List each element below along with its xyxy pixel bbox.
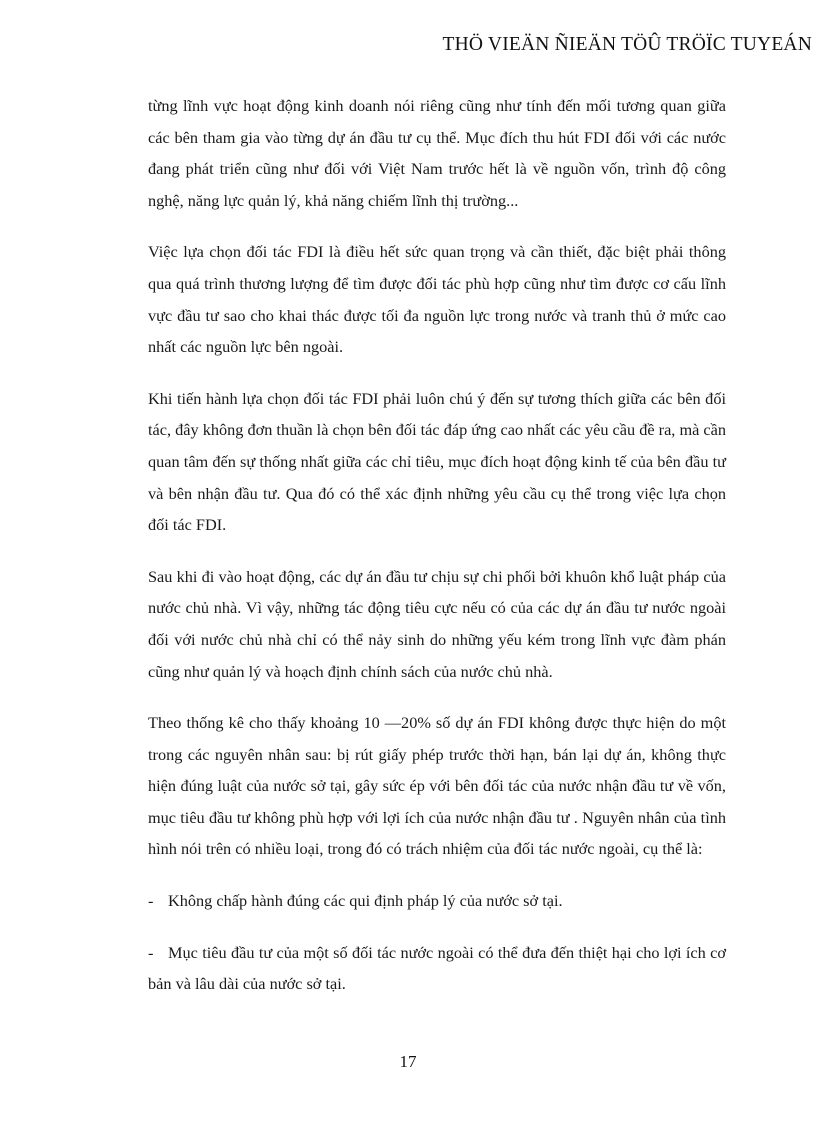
bullet-text: Không chấp hành đúng các qui định pháp lý của nước sở tại. (168, 891, 563, 911)
bullet-marker: - (148, 942, 154, 962)
bullet-marker: - (148, 891, 154, 911)
paragraph-4: Sau khi đi vào hoạt động, các dự án đầu tư chịu sự chi phối bởi khuôn khổ luật pháp của nước chủ nhà. Vì vậy, những tác động tiêu cực nếu có của các dự án đầu tư nước ngoài đối với nước chủ nhà chỉ có thể nảy sinh do những yếu kém trong lĩnh vực đàm phán cũng như quản lý và hoạch định chính sách của nước chủ nhà. (148, 566, 726, 681)
paragraph-1: từng lĩnh vực hoạt động kinh doanh nói riêng cũng như tính đến mối tương quan giữa các bên tham gia vào từng dự án đầu tư cụ thể. Mục đích thu hút FDI đối với các nước đang phát triển cũng như đối với Việt Nam trước hết là về nguồn vốn, trình độ công nghệ, năng lực quản lý, khả năng chiếm lĩnh thị trường... (148, 96, 726, 210)
bullet-text: Mục tiêu đầu tư của một số đối tác nước ngoài có thể đưa đến thiệt hại cho lợi ích cơ bản và lâu dài của nước sở tại. (148, 942, 726, 994)
paragraph-2: Việc lựa chọn đối tác FDI là điều hết sức quan trọng và cần thiết, đặc biệt phải thông qua quá trình thương lượng để tìm được đối tác phù hợp cũng như tìm được cơ cấu lĩnh vực đầu tư sao cho khai thác được tối đa nguồn lực trong nước và tranh thủ ở mức cao nhất các nguồn lực bên ngoài. (148, 242, 726, 357)
page-number: 17 (399, 1052, 417, 1071)
paragraph-3: Khi tiến hành lựa chọn đối tác FDI phải luôn chú ý đến sự tương thích giữa các bên đối tác, đây không đơn thuần là chọn bên đối tác đáp ứng cao nhất các yêu cầu đề ra, mà cần quan tâm đến sự thống nhất giữa các chỉ tiêu, mục đích hoạt động kinh tế của bên đầu tư và bên nhận đầu tư. Qua đó có thể xác định những yêu cầu cụ thể trong việc lựa chọn đối tác FDI. (148, 388, 727, 535)
document-body (148, 90, 726, 1020)
paragraph-5: Theo thống kê cho thấy khoảng 10 —20% số dự án FDI không được thực hiện do một trong các nguyên nhân sau: bị rút giấy phép trước thời hạn, bán lại dự án, không thực hiện đúng luật của nước sở tại, gây sức ép với bên đối tác của nước nhận đầu tư về vốn, mục tiêu đầu tư không phù hợp với lợi ích của nước nhận đầu tư . Nguyên nhân của tình hình nói trên có nhiều loại, trong đó có trách nhiệm của đối tác nước ngoài, cụ thể là: (148, 713, 726, 859)
bullet-item-2 (148, 937, 726, 1000)
page-header-title: THÖ VIEÄN ÑIEÄN TÖÛ TRÖÏC TUYEÁN (442, 34, 812, 55)
bullet-item-1 (148, 885, 726, 917)
